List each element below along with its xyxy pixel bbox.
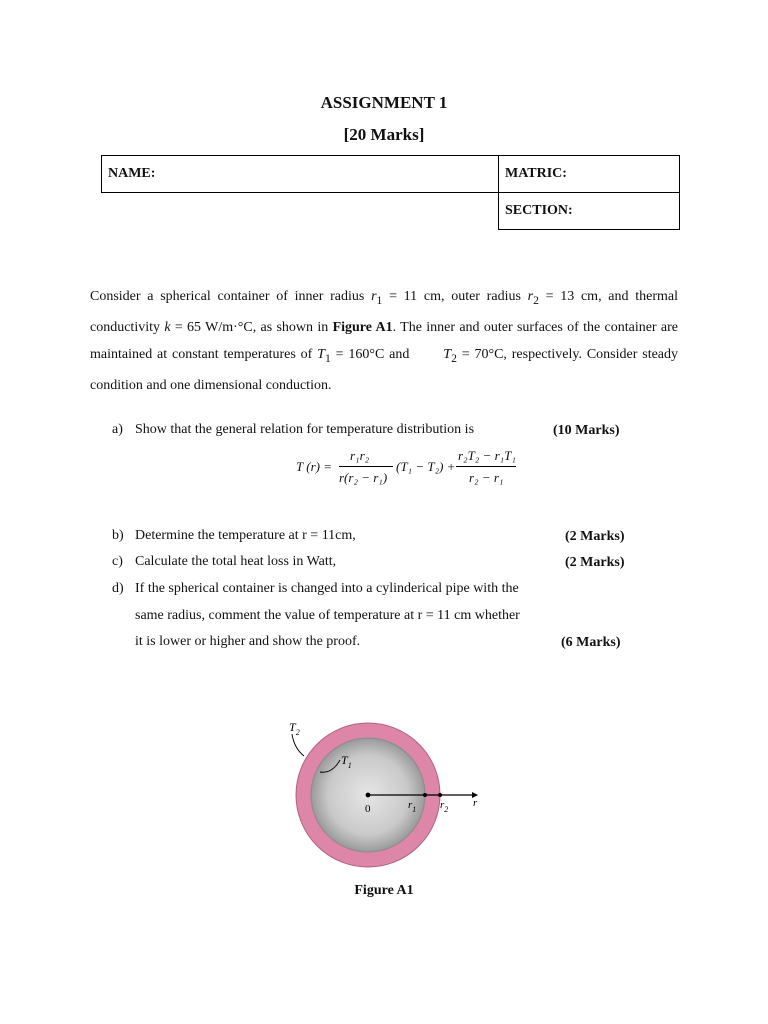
section-field[interactable]: SECTION: <box>499 193 680 230</box>
label-origin: 0 <box>365 803 371 815</box>
marks-a: (10 Marks) <box>553 423 620 438</box>
name-field[interactable]: NAME: <box>102 156 499 193</box>
question-text: Calculate the total heat loss in Watt, <box>135 554 337 569</box>
question-label: a) <box>112 422 123 437</box>
question-text: Show that the general relation for temperature distribution is <box>135 422 475 437</box>
origin-point <box>366 793 371 798</box>
question-text-line2: same radius, comment the value of temperature at r = 11 cm whether <box>135 608 520 623</box>
assignment-title: ASSIGNMENT 1 <box>320 93 448 112</box>
eq-middle-term: (T₁ − T₂) + <box>396 459 456 474</box>
student-info-table <box>101 155 680 230</box>
empty-cell <box>102 193 499 230</box>
eq-frac1-denominator: r(r₂ − r₁) <box>339 470 388 485</box>
label-t2: $T_2$ <box>289 720 300 737</box>
eq-frac2-numerator: r₂T₂ − r₁T₁ <box>458 448 516 463</box>
question-label: b) <box>112 528 124 543</box>
question-label: c) <box>112 554 123 569</box>
question-label: d) <box>112 581 124 596</box>
label-t1: $T_1$ <box>341 753 352 770</box>
question-text-line1: If the spherical container is changed into a cylinderical pipe with the <box>135 581 519 596</box>
total-marks: [20 Marks] <box>343 125 425 144</box>
marks-b: (2 Marks) <box>565 529 625 544</box>
figure-a1 <box>280 712 500 877</box>
marks-c: (2 Marks) <box>565 555 625 570</box>
figure-caption: Figure A1 <box>354 883 414 898</box>
label-r-axis: r <box>473 797 478 809</box>
marks-d: (6 Marks) <box>561 635 621 650</box>
figure-reference: Figure A1 <box>332 319 393 335</box>
label-r2: $r_2$ <box>440 799 449 814</box>
temperature-equation <box>296 450 526 496</box>
problem-statement: Consider a spherical container of inner radius $r_1 = 11$ cm, outer radius $r_2 = 13$ cm, and thermal conductivity k = 65 W/m·°C, as shown in Figure A1. The inner and outer surfaces of the container are maintained at constant temperatures of $T_1 = 160^\circ C$ and $T_2 = 70^\circ C$, respectively. Consider steady condition and one dimensional conduction. <box>90 289 679 393</box>
eq-frac2-denominator: r₂ − r₁ <box>469 470 504 485</box>
eq-frac1-numerator: r₁r₂ <box>350 448 370 463</box>
eq-lhs: T (r) = <box>296 459 332 474</box>
question-text-line3: it is lower or higher and show the proof. <box>135 634 361 649</box>
matric-field[interactable]: MATRIC: <box>499 156 680 193</box>
spherical-container-diagram <box>280 712 500 872</box>
question-text: Determine the temperature at r = 11cm, <box>135 528 356 543</box>
label-r1: $r_1$ <box>408 799 417 814</box>
